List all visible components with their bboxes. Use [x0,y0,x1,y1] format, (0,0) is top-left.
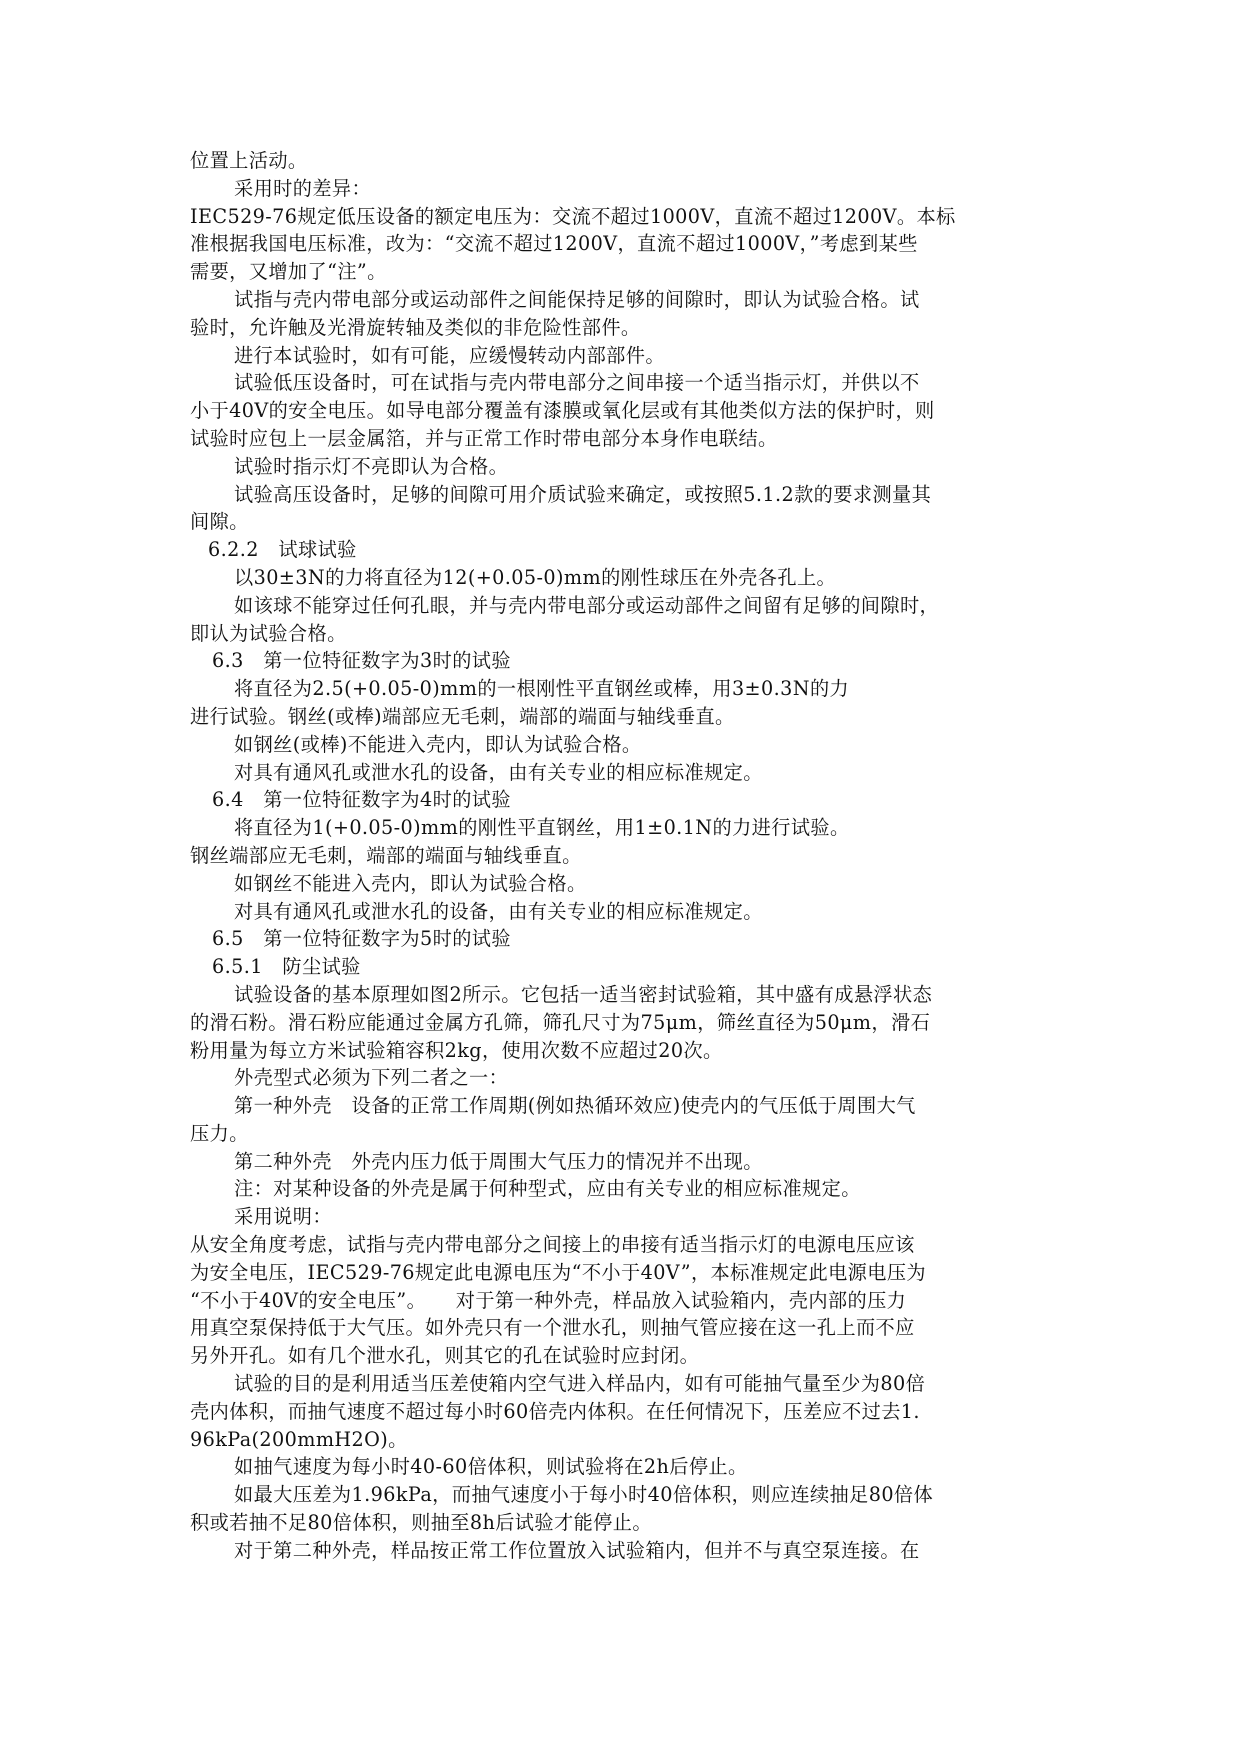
text-line: 为安全电压，IEC529-76规定此电源电压为“不小于40V”，本标准规定此电源电压为 [190,1260,927,1284]
text-line: IEC529-76规定低压设备的额定电压为：交流不超过1000V，直流不超过1200V。本标 [190,204,956,228]
text-line: 从安全角度考虑，试指与壳内带电部分之间接上的串接有适当指示灯的电源电压应该 [190,1233,915,1257]
text-line: 验时，允许触及光滑旋转轴及类似的非危险性部件。 [190,315,641,339]
text-line: 需要，又增加了“注”。 [190,260,387,284]
text-line: 压力。 [190,1121,249,1145]
text-line: 准根据我国电压标准，改为：“交流不超过1200V，直流不超过1000V，”考虑到某些 [190,232,918,256]
text-line: 96kPa(200mmH2O)。 [190,1427,408,1451]
text-line: 以30±3N的力将直径为12(+0.05-0)mm的刚性球压在外壳各孔上。 [234,565,837,589]
text-line: 壳内体积，而抽气速度不超过每小时60倍壳内体积。在任何情况下，压差应不过去1. [190,1399,920,1423]
text-line: 将直径为2.5(+0.05-0)mm的一根刚性平直钢丝或棒，用3±0.3N的力 [234,677,850,701]
text-line: 试验设备的基本原理如图2所示。它包括一适当密封试验箱，其中盛有成悬浮状态 [234,982,933,1006]
text-line: 第一种外壳 设备的正常工作周期(例如热循环效应)使壳内的气压低于周围大气 [234,1094,916,1118]
text-line: 采用说明： [234,1205,332,1229]
text-line: 小于40V的安全电压。如导电部分覆盖有漆膜或氧化层或有其他类似方法的保护时，则 [190,399,935,423]
text-line: 对具有通风孔或泄水孔的设备，由有关专业的相应标准规定。 [234,760,763,784]
text-line: 另外开孔。如有几个泄水孔，则其它的孔在试验时应封闭。 [190,1344,700,1368]
section-heading: 6.5.1 防尘试验 [212,955,361,979]
section-heading: 6.5 第一位特征数字为5时的试验 [212,927,511,951]
text-line: 试验低压设备时，可在试指与壳内带电部分之间串接一个适当指示灯，并供以不 [234,371,920,395]
text-line: “不小于40V的安全电压”。 对于第一种外壳，样品放入试验箱内，壳内部的压力 [190,1288,907,1312]
text-line: 粉用量为每立方米试验箱容积2kg，使用次数不应超过20次。 [190,1038,723,1062]
section-heading: 6.4 第一位特征数字为4时的试验 [212,788,511,812]
text-line: 采用时的差异： [234,176,372,200]
text-line: 试验时应包上一层金属箔，并与正常工作时带电部分本身作电联结。 [190,426,778,450]
text-line: 积或若抽不足80倍体积，则抽至8h后试验才能停止。 [190,1511,652,1535]
text-line: 注：对某种设备的外壳是属于何种型式，应由有关专业的相应标准规定。 [234,1177,861,1201]
text-line: 如最大压差为1.96kPa，而抽气速度小于每小时40倍体积，则应连续抽足80倍体 [234,1483,934,1507]
text-line: 用真空泵保持低于大气压。如外壳只有一个泄水孔，则抽气管应接在这一孔上而不应 [190,1316,915,1340]
text-line: 对具有通风孔或泄水孔的设备，由有关专业的相应标准规定。 [234,899,763,923]
text-line: 间隙。 [190,510,249,534]
text-line: 试验的目的是利用适当压差使箱内空气进入样品内，如有可能抽气量至少为80倍 [234,1372,926,1396]
text-line: 如钢丝(或棒)不能进入壳内，即认为试验合格。 [234,732,642,756]
text-line: 对于第二种外壳，样品按正常工作位置放入试验箱内，但并不与真空泵连接。在 [234,1538,920,1562]
text-line: 如钢丝不能进入壳内，即认为试验合格。 [234,871,587,895]
section-heading: 6.2.2 试球试验 [208,538,357,562]
text-line: 如抽气速度为每小时40-60倍体积，则试验将在2h后停止。 [234,1455,748,1479]
text-line: 试验时指示灯不亮即认为合格。 [234,454,509,478]
text-line: 进行本试验时，如有可能，应缓慢转动内部部件。 [234,343,665,367]
text-line: 试指与壳内带电部分或运动部件之间能保持足够的间隙时，即认为试验合格。试 [234,287,920,311]
text-line: 将直径为1(+0.05-0)mm的刚性平直钢丝，用1±0.1N的力进行试验。 [234,816,850,840]
text-line: 位置上活动。 [190,149,308,172]
text-line: 如该球不能穿过任何孔眼，并与壳内带电部分或运动部件之间留有足够的间隙时， [234,593,940,617]
section-heading: 6.3 第一位特征数字为3时的试验 [212,649,511,673]
text-line: 即认为试验合格。 [190,621,347,645]
text-line: 外壳型式必须为下列二者之一： [234,1066,509,1090]
document-page [190,147,1070,1565]
text-line: 钢丝端部应无毛刺，端部的端面与轴线垂直。 [190,843,582,867]
text-line: 试验高压设备时，足够的间隙可用介质试验来确定，或按照5.1.2款的要求测量其 [234,482,932,506]
text-line: 第二种外壳 外壳内压力低于周围大气压力的情况并不出现。 [234,1149,763,1173]
text-line: 进行试验。钢丝(或棒)端部应无毛刺，端部的端面与轴线垂直。 [190,704,735,728]
text-line: 的滑石粉。滑石粉应能通过金属方孔筛，筛孔尺寸为75μm，筛丝直径为50μm，滑石 [190,1010,931,1034]
